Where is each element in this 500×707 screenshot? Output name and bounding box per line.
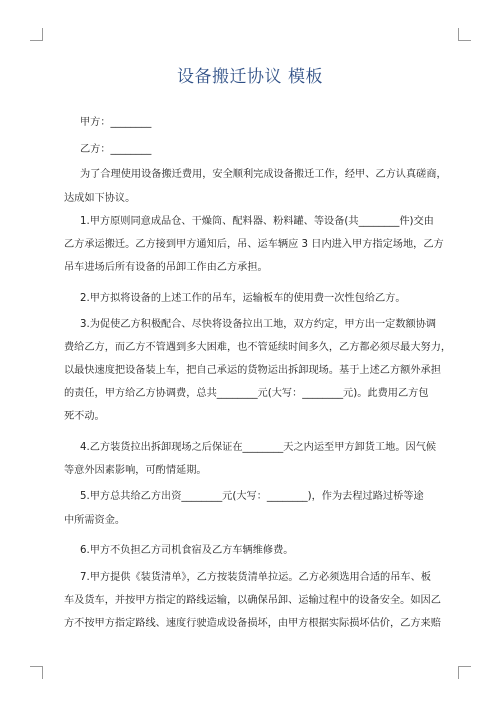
page-corner-mark-top-left [30,28,43,41]
body-line: 4.乙方装货拉出拆卸现场之后保证在________天之内运至甲方卸货工地。因气候 [80,442,437,453]
body-line: 费给乙方，而乙方不管遇到多大困难，也不管延续时间多久，乙方都必须尽最大努力， [64,342,452,353]
body-line: 3.为促使乙方积极配合、尽快将设备拉出工地，双方约定，甲方出一定数额协调 [80,319,437,330]
page-corner-mark-top-right [458,28,471,41]
body-line: 乙方承运搬迁。乙方接到甲方通知后，吊、运车辆应 3 日内进入甲方指定场地，乙方 [64,239,444,250]
body-line: 死不动。 [64,411,105,422]
body-line: 5.甲方总共给乙方出资________元(大写：________)，作为去程过路过桥等途 [80,491,424,502]
body-line: 等意外因素影响，可酌情延期。 [64,465,207,476]
body-line: 中所需资金。 [64,515,126,526]
body-line: 以最快速度把设备装上车，把自己承运的货物运出拆卸现场。基于上述乙方额外承担 [64,365,441,376]
body-line: 乙方：________ [80,144,152,155]
body-line: 达成如下协议。 [64,193,136,204]
body-line: 方不按甲方指定路线、速度行驶造成设备损坏，由甲方根据实际损坏估价，乙方来赔 [64,618,441,629]
body-line: 1.甲方原则同意成品仓、干燥筒、配料器、粉料罐、等设备(共________件)交由 [80,216,434,227]
body-line: 甲方：________ [80,117,152,128]
document-title: 设备搬迁协议 模板 [177,67,323,87]
body-line: 的责任，甲方给乙方协调费，总共________元(大写：________元)。此费用乙方包 [64,388,429,399]
page-corner-mark-bottom-right [458,666,471,679]
body-line: 6.甲方不负担乙方司机食宿及乙方车辆维修费。 [80,545,294,556]
page-corner-mark-bottom-left [30,666,43,679]
body-line: 车及货车，并按甲方指定的路线运输，以确保吊卸、运输过程中的设备安全。如因乙 [64,595,441,606]
body-line: 吊车进场后所有设备的吊卸工作由乙方承担。 [64,262,268,273]
body-line: 7.甲方提供《装货清单》，乙方按装货清单拉运。乙方必须选用合适的吊车、板 [80,572,431,583]
body-line: 为了合理使用设备搬迁费用，安全顺利完成设备搬迁工作，经甲、乙方认真磋商， [80,169,447,180]
body-line: 2.甲方拟将设备的上述工作的吊车，运输板车的使用费一次性包给乙方。 [80,293,406,304]
